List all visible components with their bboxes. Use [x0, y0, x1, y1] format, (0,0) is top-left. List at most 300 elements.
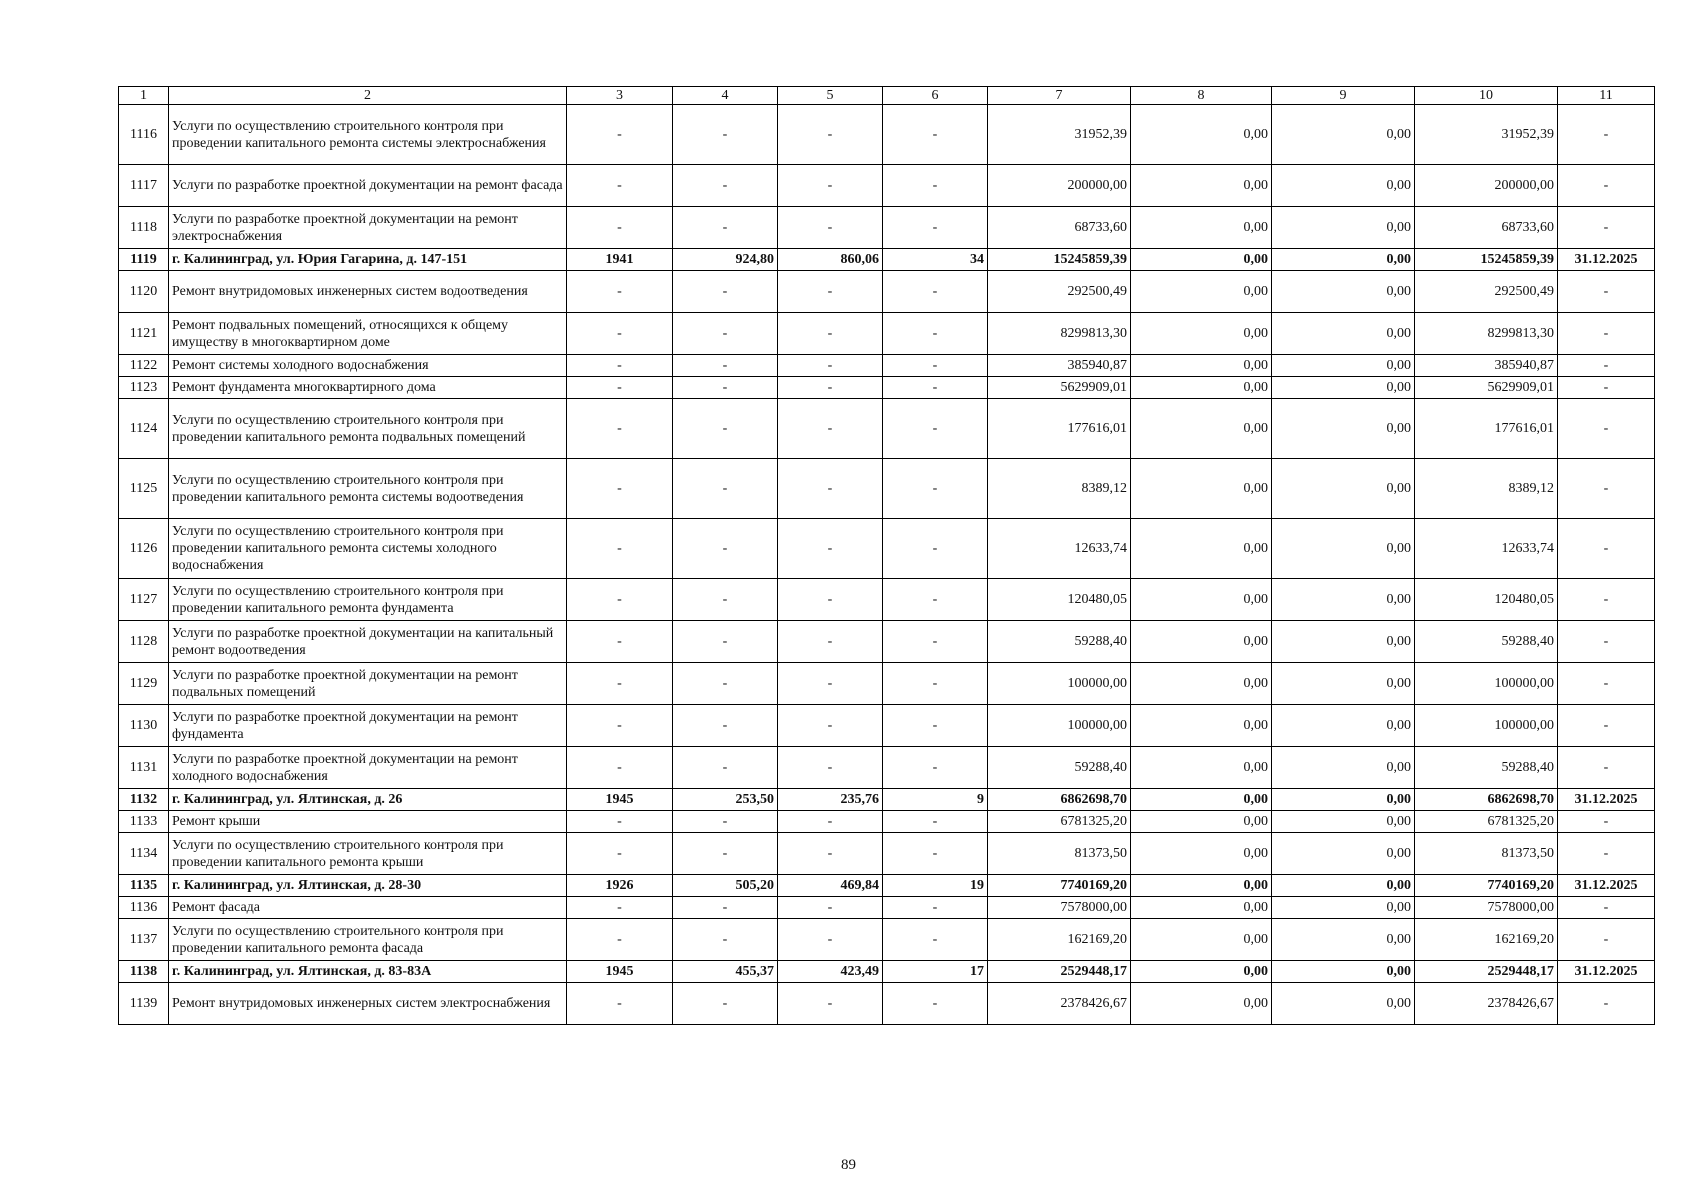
row-name: Услуги по разработке проектной документации на ремонт фасада [169, 165, 567, 207]
deadline-cell: - [1558, 811, 1655, 833]
table-body [119, 105, 1655, 1025]
fund-owners-cell: 2378426,67 [1415, 983, 1558, 1025]
fund-regional-cell: 0,00 [1272, 897, 1415, 919]
row-number: 1139 [119, 983, 169, 1025]
year-cell: - [567, 207, 673, 249]
fund-owners-cell: 5629909,01 [1415, 377, 1558, 399]
year-cell: 1926 [567, 875, 673, 897]
row-name: Услуги по разработке проектной документации на ремонт фундамента [169, 705, 567, 747]
area-total-cell: - [673, 897, 778, 919]
area-total-cell: - [673, 747, 778, 789]
fund-owners-cell: 177616,01 [1415, 399, 1558, 459]
table-row [119, 207, 1655, 249]
page-number: 89 [841, 1157, 856, 1173]
deadline-cell: - [1558, 313, 1655, 355]
table-row [119, 897, 1655, 919]
residents-cell: - [883, 399, 988, 459]
residents-cell: - [883, 663, 988, 705]
residents-cell: - [883, 271, 988, 313]
fund-federal-cell: 0,00 [1131, 355, 1272, 377]
year-cell: - [567, 919, 673, 961]
row-number: 1119 [119, 249, 169, 271]
row-name: г. Калининград, ул. Ялтинская, д. 28-30 [169, 875, 567, 897]
area-total-cell: - [673, 919, 778, 961]
row-number: 1138 [119, 961, 169, 983]
deadline-cell: 31.12.2025 [1558, 249, 1655, 271]
fund-regional-cell: 0,00 [1272, 983, 1415, 1025]
column-header: 6 [883, 87, 988, 105]
fund-federal-cell: 0,00 [1131, 165, 1272, 207]
fund-regional-cell: 0,00 [1272, 207, 1415, 249]
column-header: 11 [1558, 87, 1655, 105]
residents-cell: - [883, 519, 988, 579]
row-name: Ремонт фасада [169, 897, 567, 919]
residents-cell: 34 [883, 249, 988, 271]
area-living-cell: - [778, 519, 883, 579]
cost-total-cell: 292500,49 [988, 271, 1131, 313]
fund-regional-cell: 0,00 [1272, 789, 1415, 811]
cost-total-cell: 2378426,67 [988, 983, 1131, 1025]
column-header: 7 [988, 87, 1131, 105]
row-name: г. Калининград, ул. Ялтинская, д. 26 [169, 789, 567, 811]
cost-total-cell: 6781325,20 [988, 811, 1131, 833]
row-number: 1135 [119, 875, 169, 897]
fund-owners-cell: 15245859,39 [1415, 249, 1558, 271]
column-header: 1 [119, 87, 169, 105]
area-total-cell: - [673, 271, 778, 313]
area-total-cell: - [673, 579, 778, 621]
table-row [119, 919, 1655, 961]
row-number: 1121 [119, 313, 169, 355]
area-total-cell: - [673, 459, 778, 519]
fund-regional-cell: 0,00 [1272, 705, 1415, 747]
row-name: Услуги по осуществлению строительного контроля при проведении капитального ремонта подвальных помещений [169, 399, 567, 459]
row-name: Услуги по разработке проектной документации на ремонт подвальных помещений [169, 663, 567, 705]
fund-federal-cell: 0,00 [1131, 377, 1272, 399]
fund-federal-cell: 0,00 [1131, 249, 1272, 271]
fund-owners-cell: 100000,00 [1415, 663, 1558, 705]
area-living-cell: - [778, 811, 883, 833]
column-header: 9 [1272, 87, 1415, 105]
area-living-cell: - [778, 705, 883, 747]
fund-owners-cell: 100000,00 [1415, 705, 1558, 747]
year-cell: - [567, 983, 673, 1025]
row-number: 1126 [119, 519, 169, 579]
table-row [119, 579, 1655, 621]
year-cell: - [567, 519, 673, 579]
fund-regional-cell: 0,00 [1272, 377, 1415, 399]
year-cell: - [567, 663, 673, 705]
column-header: 5 [778, 87, 883, 105]
area-living-cell: - [778, 165, 883, 207]
area-total-cell: - [673, 663, 778, 705]
fund-federal-cell: 0,00 [1131, 811, 1272, 833]
table-row [119, 983, 1655, 1025]
program-table [118, 86, 1655, 1025]
fund-owners-cell: 120480,05 [1415, 579, 1558, 621]
residents-cell: - [883, 833, 988, 875]
area-total-cell: - [673, 705, 778, 747]
residents-cell: - [883, 705, 988, 747]
cost-total-cell: 8299813,30 [988, 313, 1131, 355]
area-living-cell: 423,49 [778, 961, 883, 983]
fund-regional-cell: 0,00 [1272, 875, 1415, 897]
residents-cell: 9 [883, 789, 988, 811]
area-total-cell: - [673, 399, 778, 459]
residents-cell: - [883, 747, 988, 789]
area-living-cell: - [778, 377, 883, 399]
deadline-cell: - [1558, 663, 1655, 705]
deadline-cell: - [1558, 621, 1655, 663]
cost-total-cell: 7740169,20 [988, 875, 1131, 897]
cost-total-cell: 385940,87 [988, 355, 1131, 377]
row-name: Ремонт фундамента многоквартирного дома [169, 377, 567, 399]
year-cell: 1945 [567, 961, 673, 983]
row-name: Услуги по осуществлению строительного контроля при проведении капитального ремонта системы холодного водоснабжения [169, 519, 567, 579]
fund-owners-cell: 68733,60 [1415, 207, 1558, 249]
residents-cell: - [883, 983, 988, 1025]
fund-owners-cell: 81373,50 [1415, 833, 1558, 875]
row-number: 1137 [119, 919, 169, 961]
deadline-cell: - [1558, 355, 1655, 377]
cost-total-cell: 59288,40 [988, 747, 1131, 789]
deadline-cell: - [1558, 897, 1655, 919]
table-row [119, 313, 1655, 355]
year-cell: - [567, 105, 673, 165]
fund-federal-cell: 0,00 [1131, 271, 1272, 313]
residents-cell: - [883, 897, 988, 919]
row-number: 1130 [119, 705, 169, 747]
fund-federal-cell: 0,00 [1131, 459, 1272, 519]
table-row [119, 105, 1655, 165]
fund-regional-cell: 0,00 [1272, 105, 1415, 165]
area-total-cell: - [673, 165, 778, 207]
area-total-cell: - [673, 207, 778, 249]
fund-federal-cell: 0,00 [1131, 789, 1272, 811]
table-row [119, 355, 1655, 377]
residents-cell: - [883, 811, 988, 833]
row-number: 1125 [119, 459, 169, 519]
column-header: 4 [673, 87, 778, 105]
cost-total-cell: 2529448,17 [988, 961, 1131, 983]
residents-cell: - [883, 459, 988, 519]
fund-federal-cell: 0,00 [1131, 919, 1272, 961]
residents-cell: - [883, 355, 988, 377]
area-total-cell: - [673, 519, 778, 579]
cost-total-cell: 15245859,39 [988, 249, 1131, 271]
row-name: г. Калининград, ул. Юрия Гагарина, д. 147-151 [169, 249, 567, 271]
table-row [119, 377, 1655, 399]
fund-federal-cell: 0,00 [1131, 747, 1272, 789]
area-total-cell: - [673, 621, 778, 663]
table-row [119, 875, 1655, 897]
cost-total-cell: 162169,20 [988, 919, 1131, 961]
deadline-cell: - [1558, 271, 1655, 313]
fund-owners-cell: 162169,20 [1415, 919, 1558, 961]
fund-regional-cell: 0,00 [1272, 249, 1415, 271]
row-number: 1127 [119, 579, 169, 621]
area-living-cell: - [778, 983, 883, 1025]
area-living-cell: - [778, 313, 883, 355]
fund-federal-cell: 0,00 [1131, 579, 1272, 621]
residents-cell: 19 [883, 875, 988, 897]
cost-total-cell: 100000,00 [988, 705, 1131, 747]
cost-total-cell: 81373,50 [988, 833, 1131, 875]
fund-regional-cell: 0,00 [1272, 621, 1415, 663]
residents-cell: - [883, 377, 988, 399]
deadline-cell: 31.12.2025 [1558, 961, 1655, 983]
area-total-cell: - [673, 355, 778, 377]
fund-federal-cell: 0,00 [1131, 399, 1272, 459]
fund-owners-cell: 31952,39 [1415, 105, 1558, 165]
year-cell: - [567, 313, 673, 355]
area-total-cell: - [673, 833, 778, 875]
row-name: Услуги по осуществлению строительного контроля при проведении капитального ремонта крыши [169, 833, 567, 875]
row-number: 1117 [119, 165, 169, 207]
fund-federal-cell: 0,00 [1131, 663, 1272, 705]
year-cell: - [567, 705, 673, 747]
residents-cell: - [883, 207, 988, 249]
row-name: Ремонт крыши [169, 811, 567, 833]
fund-regional-cell: 0,00 [1272, 459, 1415, 519]
area-living-cell: - [778, 621, 883, 663]
residents-cell: - [883, 165, 988, 207]
area-living-cell: 469,84 [778, 875, 883, 897]
fund-federal-cell: 0,00 [1131, 983, 1272, 1025]
fund-federal-cell: 0,00 [1131, 313, 1272, 355]
fund-owners-cell: 2529448,17 [1415, 961, 1558, 983]
fund-owners-cell: 59288,40 [1415, 621, 1558, 663]
table-row [119, 459, 1655, 519]
table-row [119, 833, 1655, 875]
area-living-cell: - [778, 897, 883, 919]
table-row [119, 621, 1655, 663]
year-cell: 1945 [567, 789, 673, 811]
fund-owners-cell: 292500,49 [1415, 271, 1558, 313]
fund-regional-cell: 0,00 [1272, 961, 1415, 983]
fund-regional-cell: 0,00 [1272, 165, 1415, 207]
table-row [119, 663, 1655, 705]
table-row [119, 399, 1655, 459]
area-living-cell: - [778, 747, 883, 789]
fund-federal-cell: 0,00 [1131, 705, 1272, 747]
row-name: Услуги по осуществлению строительного контроля при проведении капитального ремонта фасада [169, 919, 567, 961]
fund-federal-cell: 0,00 [1131, 105, 1272, 165]
area-living-cell: - [778, 271, 883, 313]
row-name: Ремонт внутридомовых инженерных систем водоотведения [169, 271, 567, 313]
fund-federal-cell: 0,00 [1131, 833, 1272, 875]
deadline-cell: - [1558, 833, 1655, 875]
deadline-cell: 31.12.2025 [1558, 789, 1655, 811]
column-header: 8 [1131, 87, 1272, 105]
fund-owners-cell: 6781325,20 [1415, 811, 1558, 833]
area-total-cell: 924,80 [673, 249, 778, 271]
table-row [119, 811, 1655, 833]
year-cell: - [567, 621, 673, 663]
year-cell: - [567, 579, 673, 621]
area-total-cell: 253,50 [673, 789, 778, 811]
row-number: 1132 [119, 789, 169, 811]
fund-owners-cell: 200000,00 [1415, 165, 1558, 207]
deadline-cell: - [1558, 105, 1655, 165]
area-living-cell: - [778, 355, 883, 377]
table-row [119, 789, 1655, 811]
fund-regional-cell: 0,00 [1272, 313, 1415, 355]
year-cell: - [567, 355, 673, 377]
deadline-cell: - [1558, 983, 1655, 1025]
column-header: 2 [169, 87, 567, 105]
row-number: 1131 [119, 747, 169, 789]
area-living-cell: - [778, 663, 883, 705]
row-name: Услуги по разработке проектной документации на капитальный ремонт водоотведения [169, 621, 567, 663]
area-total-cell: - [673, 377, 778, 399]
residents-cell: - [883, 919, 988, 961]
row-number: 1120 [119, 271, 169, 313]
column-header: 10 [1415, 87, 1558, 105]
cost-total-cell: 68733,60 [988, 207, 1131, 249]
fund-regional-cell: 0,00 [1272, 919, 1415, 961]
area-living-cell: 860,06 [778, 249, 883, 271]
row-number: 1124 [119, 399, 169, 459]
cost-total-cell: 59288,40 [988, 621, 1131, 663]
cost-total-cell: 100000,00 [988, 663, 1131, 705]
fund-owners-cell: 8299813,30 [1415, 313, 1558, 355]
fund-regional-cell: 0,00 [1272, 663, 1415, 705]
row-name: Ремонт системы холодного водоснабжения [169, 355, 567, 377]
residents-cell: - [883, 621, 988, 663]
fund-regional-cell: 0,00 [1272, 271, 1415, 313]
row-number: 1122 [119, 355, 169, 377]
fund-owners-cell: 7740169,20 [1415, 875, 1558, 897]
row-name: Услуги по осуществлению строительного контроля при проведении капитального ремонта системы водоотведения [169, 459, 567, 519]
residents-cell: 17 [883, 961, 988, 983]
area-total-cell: 505,20 [673, 875, 778, 897]
row-name: Услуги по осуществлению строительного контроля при проведении капитального ремонта системы электроснабжения [169, 105, 567, 165]
table-row [119, 747, 1655, 789]
cost-total-cell: 200000,00 [988, 165, 1131, 207]
fund-regional-cell: 0,00 [1272, 747, 1415, 789]
row-name: Ремонт внутридомовых инженерных систем электроснабжения [169, 983, 567, 1025]
table-row [119, 165, 1655, 207]
fund-federal-cell: 0,00 [1131, 875, 1272, 897]
row-name: Услуги по осуществлению строительного контроля при проведении капитального ремонта фундамента [169, 579, 567, 621]
area-living-cell: - [778, 459, 883, 519]
area-living-cell: 235,76 [778, 789, 883, 811]
cost-total-cell: 177616,01 [988, 399, 1131, 459]
deadline-cell: - [1558, 705, 1655, 747]
area-living-cell: - [778, 919, 883, 961]
cost-total-cell: 12633,74 [988, 519, 1131, 579]
area-living-cell: - [778, 105, 883, 165]
fund-federal-cell: 0,00 [1131, 621, 1272, 663]
fund-owners-cell: 6862698,70 [1415, 789, 1558, 811]
cost-total-cell: 31952,39 [988, 105, 1131, 165]
cost-total-cell: 6862698,70 [988, 789, 1131, 811]
fund-regional-cell: 0,00 [1272, 579, 1415, 621]
year-cell: - [567, 399, 673, 459]
deadline-cell: - [1558, 919, 1655, 961]
fund-federal-cell: 0,00 [1131, 897, 1272, 919]
table-row [119, 961, 1655, 983]
year-cell: 1941 [567, 249, 673, 271]
fund-regional-cell: 0,00 [1272, 833, 1415, 875]
deadline-cell: - [1558, 207, 1655, 249]
row-number: 1128 [119, 621, 169, 663]
fund-owners-cell: 7578000,00 [1415, 897, 1558, 919]
area-total-cell: - [673, 313, 778, 355]
row-name: г. Калининград, ул. Ялтинская, д. 83-83А [169, 961, 567, 983]
fund-regional-cell: 0,00 [1272, 519, 1415, 579]
column-header: 3 [567, 87, 673, 105]
column-number-row [119, 87, 1655, 105]
year-cell: - [567, 833, 673, 875]
fund-regional-cell: 0,00 [1272, 355, 1415, 377]
fund-regional-cell: 0,00 [1272, 399, 1415, 459]
deadline-cell: - [1558, 165, 1655, 207]
residents-cell: - [883, 313, 988, 355]
deadline-cell: - [1558, 579, 1655, 621]
year-cell: - [567, 747, 673, 789]
area-total-cell: - [673, 983, 778, 1025]
area-living-cell: - [778, 207, 883, 249]
row-number: 1133 [119, 811, 169, 833]
deadline-cell: 31.12.2025 [1558, 875, 1655, 897]
deadline-cell: - [1558, 459, 1655, 519]
fund-federal-cell: 0,00 [1131, 519, 1272, 579]
cost-total-cell: 120480,05 [988, 579, 1131, 621]
table-row [119, 705, 1655, 747]
row-number: 1116 [119, 105, 169, 165]
area-living-cell: - [778, 833, 883, 875]
fund-owners-cell: 385940,87 [1415, 355, 1558, 377]
area-living-cell: - [778, 579, 883, 621]
area-total-cell: - [673, 811, 778, 833]
residents-cell: - [883, 579, 988, 621]
deadline-cell: - [1558, 399, 1655, 459]
row-number: 1134 [119, 833, 169, 875]
year-cell: - [567, 377, 673, 399]
area-living-cell: - [778, 399, 883, 459]
year-cell: - [567, 811, 673, 833]
year-cell: - [567, 165, 673, 207]
fund-owners-cell: 12633,74 [1415, 519, 1558, 579]
cost-total-cell: 5629909,01 [988, 377, 1131, 399]
row-name: Услуги по разработке проектной документации на ремонт электроснабжения [169, 207, 567, 249]
fund-federal-cell: 0,00 [1131, 207, 1272, 249]
year-cell: - [567, 897, 673, 919]
cost-total-cell: 8389,12 [988, 459, 1131, 519]
fund-owners-cell: 8389,12 [1415, 459, 1558, 519]
fund-owners-cell: 59288,40 [1415, 747, 1558, 789]
area-total-cell: - [673, 105, 778, 165]
row-number: 1136 [119, 897, 169, 919]
row-name: Услуги по разработке проектной документации на ремонт холодного водоснабжения [169, 747, 567, 789]
deadline-cell: - [1558, 519, 1655, 579]
fund-federal-cell: 0,00 [1131, 961, 1272, 983]
row-number: 1123 [119, 377, 169, 399]
year-cell: - [567, 459, 673, 519]
fund-regional-cell: 0,00 [1272, 811, 1415, 833]
residents-cell: - [883, 105, 988, 165]
area-total-cell: 455,37 [673, 961, 778, 983]
deadline-cell: - [1558, 377, 1655, 399]
cost-total-cell: 7578000,00 [988, 897, 1131, 919]
year-cell: - [567, 271, 673, 313]
deadline-cell: - [1558, 747, 1655, 789]
table-row [119, 249, 1655, 271]
row-number: 1118 [119, 207, 169, 249]
table-row [119, 271, 1655, 313]
